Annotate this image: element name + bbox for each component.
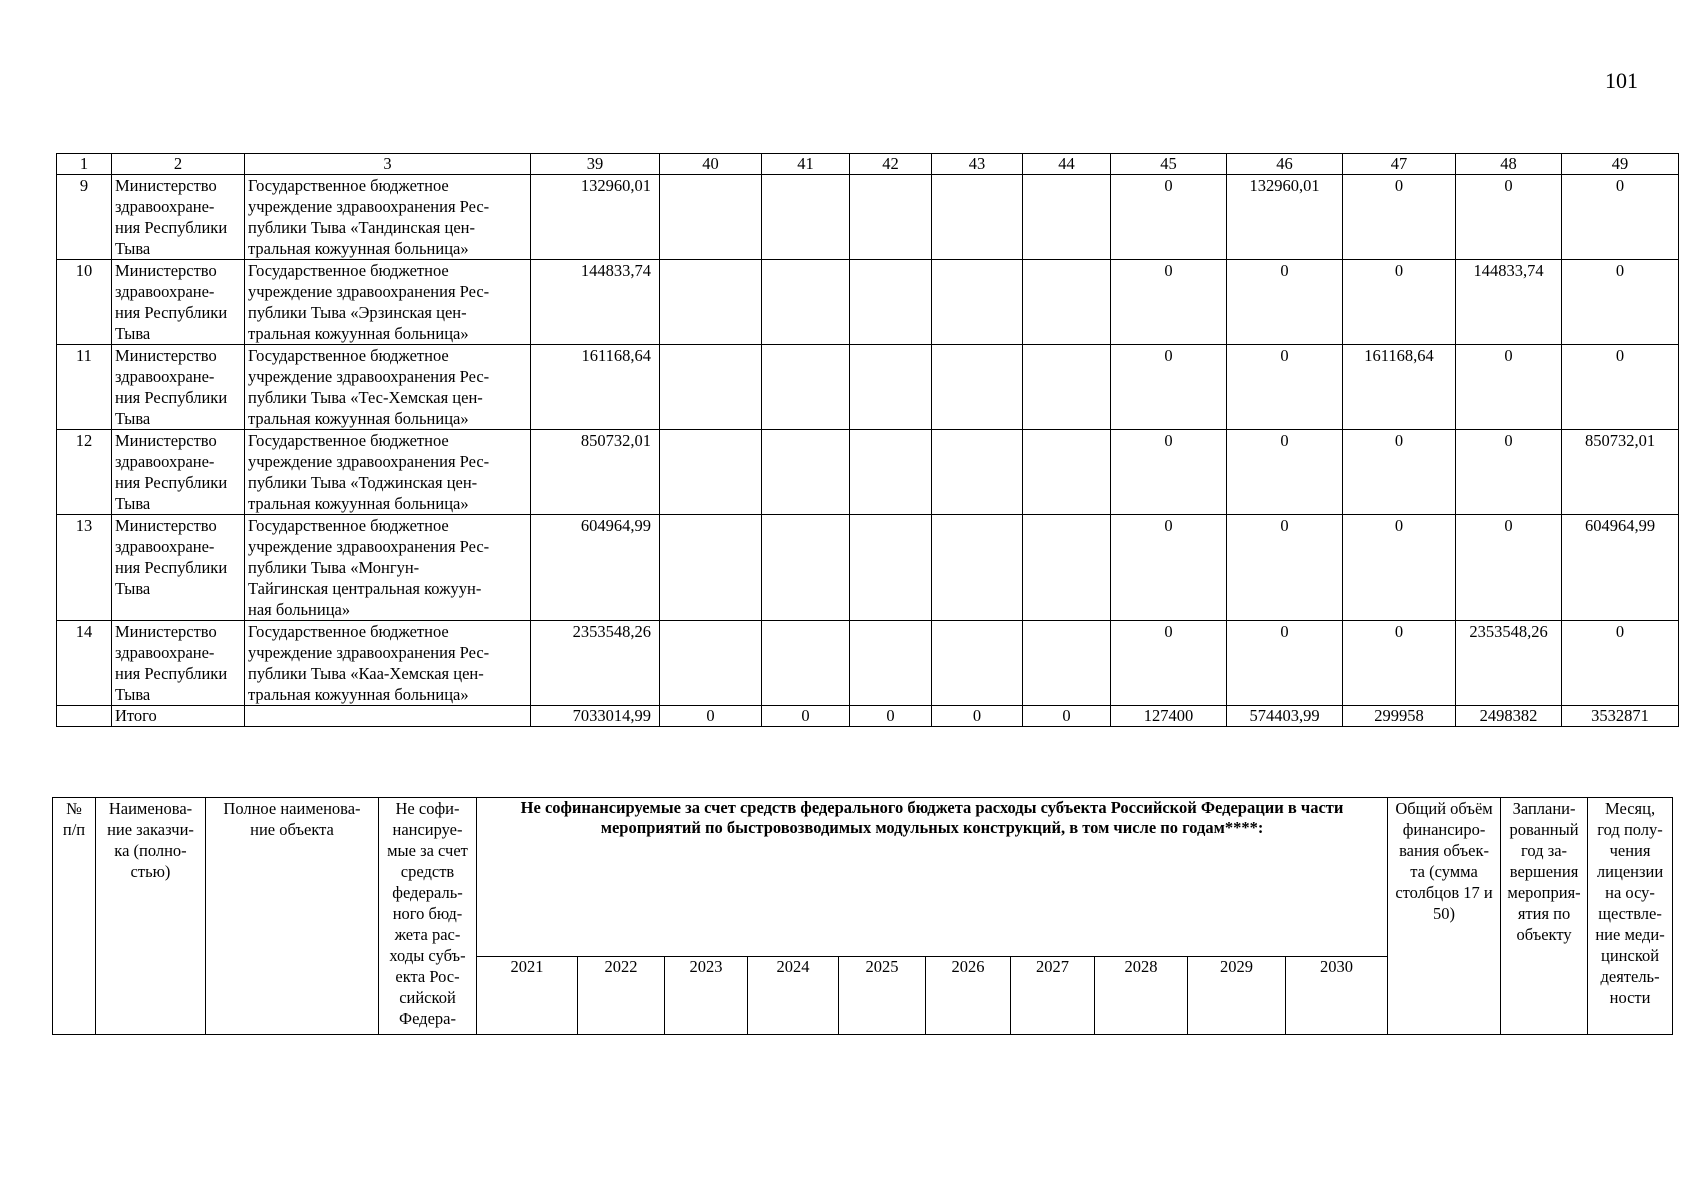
value-cell-48: 0 [1456, 515, 1562, 621]
value-cell-47: 0 [1343, 430, 1456, 515]
object-cell: Государственное бюджетное учреждение здравоохранения Рес- публики Тыва «Монгун- Тайгинская центральная кожуун- ная больница» [245, 515, 531, 621]
value-cell-43 [932, 430, 1023, 515]
col-header: 43 [932, 154, 1023, 175]
year-header: 2028 [1095, 957, 1188, 1035]
value-cell-43 [932, 345, 1023, 430]
value-cell-45: 0 [1111, 260, 1227, 345]
header-license: Месяц, год полу- чения лицензии на осу- ществле- ние меди- цинской деятель- ности [1588, 798, 1673, 1035]
table-row [57, 515, 1679, 621]
total-cell-48: 2498382 [1456, 706, 1562, 727]
value-cell-49: 604964,99 [1562, 515, 1679, 621]
value-cell-39: 144833,74 [531, 260, 660, 345]
value-cell-46: 0 [1227, 621, 1343, 706]
value-cell-42 [850, 621, 932, 706]
year-header: 2027 [1011, 957, 1095, 1035]
value-cell-46: 0 [1227, 430, 1343, 515]
total-cell-49: 3532871 [1562, 706, 1679, 727]
value-cell-46: 132960,01 [1227, 175, 1343, 260]
col-header: 3 [245, 154, 531, 175]
value-cell-49: 0 [1562, 345, 1679, 430]
header-num: № п/п [53, 798, 96, 1035]
modular-structures-header-table [52, 797, 1673, 1035]
customer-cell: Министерство здравоохране- ния Республики Тыва [112, 175, 245, 260]
header-total-volume: Общий объём финансиро- вания объек- та (сумма столбцов 17 и 50) [1388, 798, 1501, 1035]
row-number: 13 [57, 515, 112, 621]
object-cell: Государственное бюджетное учреждение здравоохранения Рес- публики Тыва «Тес-Хемская цен- тральная кожуунная больница» [245, 345, 531, 430]
table-row [57, 430, 1679, 515]
customer-cell: Министерство здравоохране- ния Республики Тыва [112, 515, 245, 621]
col-header: 2 [112, 154, 245, 175]
total-cell-45: 127400 [1111, 706, 1227, 727]
year-header: 2029 [1188, 957, 1286, 1035]
col-header: 46 [1227, 154, 1343, 175]
row-number: 12 [57, 430, 112, 515]
value-cell-40 [660, 260, 762, 345]
object-cell: Государственное бюджетное учреждение здравоохранения Рес- публики Тыва «Эрзинская цен- тральная кожуунная больница» [245, 260, 531, 345]
object-cell: Государственное бюджетное учреждение здравоохранения Рес- публики Тыва «Тандинская цен- тральная кожуунная больница» [245, 175, 531, 260]
header-object: Полное наименова- ние объекта [206, 798, 379, 1035]
object-cell: Государственное бюджетное учреждение здравоохранения Рес- публики Тыва «Тоджинская цен- тральная кожуунная больница» [245, 430, 531, 515]
value-cell-46: 0 [1227, 260, 1343, 345]
value-cell-44 [1023, 175, 1111, 260]
customer-cell: Министерство здравоохране- ния Республики Тыва [112, 345, 245, 430]
value-cell-40 [660, 345, 762, 430]
col-header: 47 [1343, 154, 1456, 175]
total-cell-39: 7033014,99 [531, 706, 660, 727]
table-row [57, 621, 1679, 706]
table-row [57, 175, 1679, 260]
value-cell-39: 2353548,26 [531, 621, 660, 706]
value-cell-41 [762, 345, 850, 430]
total-cell-47: 299958 [1343, 706, 1456, 727]
customer-cell: Министерство здравоохране- ния Республики Тыва [112, 621, 245, 706]
col-header: 45 [1111, 154, 1227, 175]
value-cell-47: 0 [1343, 621, 1456, 706]
value-cell-44 [1023, 345, 1111, 430]
year-header: 2021 [477, 957, 578, 1035]
value-cell-42 [850, 515, 932, 621]
col-header: 49 [1562, 154, 1679, 175]
value-cell-41 [762, 175, 850, 260]
year-header: 2026 [926, 957, 1011, 1035]
row-number: 14 [57, 621, 112, 706]
value-cell-41 [762, 515, 850, 621]
total-cell-43: 0 [932, 706, 1023, 727]
value-cell-43 [932, 175, 1023, 260]
value-cell-43 [932, 621, 1023, 706]
value-cell-48: 0 [1456, 345, 1562, 430]
value-cell-44 [1023, 621, 1111, 706]
value-cell-45: 0 [1111, 430, 1227, 515]
total-cell-40: 0 [660, 706, 762, 727]
year-header: 2023 [665, 957, 748, 1035]
value-cell-39: 132960,01 [531, 175, 660, 260]
customer-cell: Министерство здравоохране- ния Республики Тыва [112, 260, 245, 345]
total-cell-44: 0 [1023, 706, 1111, 727]
value-cell-46: 0 [1227, 515, 1343, 621]
value-cell-49: 0 [1562, 621, 1679, 706]
value-cell-41 [762, 430, 850, 515]
row-number: 11 [57, 345, 112, 430]
col-header: 40 [660, 154, 762, 175]
col-header: 1 [57, 154, 112, 175]
value-cell-44 [1023, 430, 1111, 515]
value-cell-49: 850732,01 [1562, 430, 1679, 515]
year-header: 2030 [1286, 957, 1388, 1035]
value-cell-48: 0 [1456, 430, 1562, 515]
value-cell-42 [850, 430, 932, 515]
value-cell-49: 0 [1562, 260, 1679, 345]
value-cell-39: 850732,01 [531, 430, 660, 515]
value-cell-39: 161168,64 [531, 345, 660, 430]
header-planned-year: Заплани- рованный год за- вершения мероприя- ятия по объекту [1501, 798, 1588, 1035]
value-cell-41 [762, 260, 850, 345]
year-header: 2025 [839, 957, 926, 1035]
value-cell-43 [932, 515, 1023, 621]
table-row [57, 345, 1679, 430]
value-cell-45: 0 [1111, 621, 1227, 706]
value-cell-48: 0 [1456, 175, 1562, 260]
value-cell-47: 0 [1343, 260, 1456, 345]
value-cell-42 [850, 345, 932, 430]
value-cell-42 [850, 260, 932, 345]
value-cell-42 [850, 175, 932, 260]
row-number: 10 [57, 260, 112, 345]
value-cell-43 [932, 260, 1023, 345]
year-header: 2022 [578, 957, 665, 1035]
value-cell-46: 0 [1227, 345, 1343, 430]
financing-table-continued [56, 153, 1679, 727]
header-not-cofinanced: Не софи- нансируе- мые за счет средств федераль- ного бюд- жета рас- ходы субъ- екта Рос- сийской Федера- [379, 798, 477, 1035]
year-header: 2024 [748, 957, 839, 1035]
value-cell-40 [660, 430, 762, 515]
row-number: 9 [57, 175, 112, 260]
value-cell-40 [660, 515, 762, 621]
total-empty-cell [245, 706, 531, 727]
value-cell-48: 2353548,26 [1456, 621, 1562, 706]
total-label: Итого [112, 706, 245, 727]
value-cell-44 [1023, 260, 1111, 345]
value-cell-47: 0 [1343, 515, 1456, 621]
col-header: 48 [1456, 154, 1562, 175]
column-number-row [57, 154, 1679, 175]
table-row [57, 260, 1679, 345]
total-cell-42: 0 [850, 706, 932, 727]
value-cell-40 [660, 175, 762, 260]
value-cell-49: 0 [1562, 175, 1679, 260]
total-empty-cell [57, 706, 112, 727]
total-row [57, 706, 1679, 727]
value-cell-47: 0 [1343, 175, 1456, 260]
col-header: 41 [762, 154, 850, 175]
page-number: 101 [1605, 68, 1638, 93]
total-cell-41: 0 [762, 706, 850, 727]
value-cell-45: 0 [1111, 175, 1227, 260]
customer-cell: Министерство здравоохране- ния Республики Тыва [112, 430, 245, 515]
header-years-group: Не софинансируемые за счет средств федерального бюджета расходы субъекта Российской Федерации в части мероприятий по быстровозводимых модульных конструкций, в том числе по годам****: [477, 798, 1388, 957]
value-cell-47: 161168,64 [1343, 345, 1456, 430]
object-cell: Государственное бюджетное учреждение здравоохранения Рес- публики Тыва «Каа-Хемская цен- тральная кожуунная больница» [245, 621, 531, 706]
value-cell-40 [660, 621, 762, 706]
header-customer: Наименова- ние заказчи- ка (полно- стью) [96, 798, 206, 1035]
col-header: 42 [850, 154, 932, 175]
col-header: 44 [1023, 154, 1111, 175]
value-cell-48: 144833,74 [1456, 260, 1562, 345]
value-cell-45: 0 [1111, 345, 1227, 430]
value-cell-41 [762, 621, 850, 706]
value-cell-45: 0 [1111, 515, 1227, 621]
value-cell-44 [1023, 515, 1111, 621]
value-cell-39: 604964,99 [531, 515, 660, 621]
total-cell-46: 574403,99 [1227, 706, 1343, 727]
col-header: 39 [531, 154, 660, 175]
